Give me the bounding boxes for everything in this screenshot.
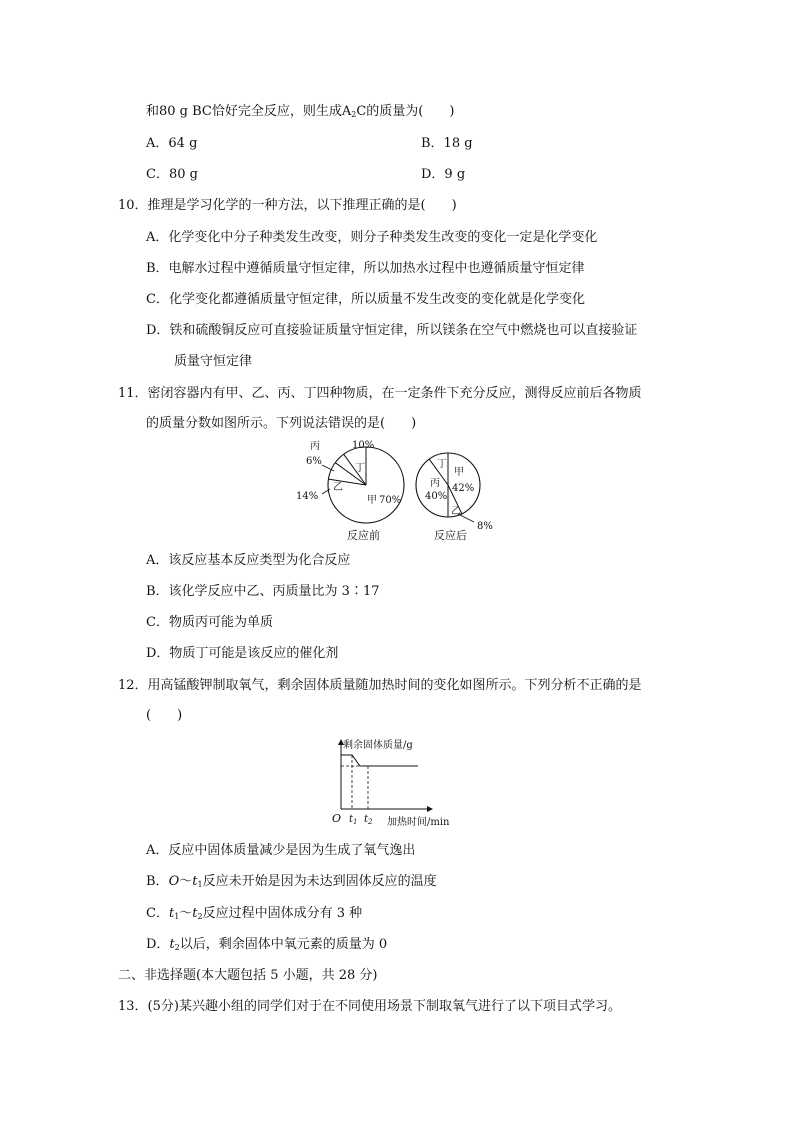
q10-option-a[interactable]: A．化学变化中分子种类发生改变，则分子种类发生改变的变化一定是化学变化 [146,230,598,245]
q12-option-b[interactable]: B．$O\sim t_1$反应未开始是因为未达到固体反应的温度 [146,874,437,889]
q9-stem-line [146,103,454,124]
q12-mass-time-graph [330,734,465,830]
pie-before-yi-pct: 14% [296,491,319,502]
graph-t2: $t_2$ [364,814,373,826]
pie-before-jia-name: 甲 [367,495,377,506]
q11-stem-line2: 的质量分数如图所示。下列说法错误的是( ) [146,416,417,431]
pie-after-jia-pct: 42% [452,483,475,494]
q12-option-a[interactable]: A．反应中固体质量减少是因为生成了氧气逸出 [146,843,416,858]
pie-before-ding-name: 丁 [355,463,365,474]
pie-before-bing-pct: 6% [306,456,322,467]
q11-stem-line1: 11．密闭容器内有甲、乙、丙、丁四种物质，在一定条件下充分反应，测得反应前后各物质 [118,386,642,401]
q9-stem-sub: 2 [351,110,357,119]
pie-after-bing-name: 丙 [430,478,440,489]
pie-after-ding-name: 丁 [437,459,447,470]
q9-stem-post: C的质量为( ) [356,104,455,119]
q12-option-d[interactable]: D．$t_2$以后，剩余固体中氧元素的质量为 0 [146,937,388,952]
q12-stem-line1: 12．用高锰酸钾制取氧气，剩余固体质量随加热时间的变化如图所示。下列分析不正确的是 [118,678,642,693]
q9-stem-pre: 和80 g BC恰好完全反应，则生成A [146,104,352,119]
pie-after-yi-name: 乙 [451,506,461,517]
pie-before-bing-name: 丙 [310,441,320,452]
pie-before-caption: 反应前 [347,529,380,542]
graph-ylabel: 剩余固体质量/g [343,740,413,751]
q11-option-d[interactable]: D．物质丁可能是该反应的催化剂 [146,646,339,661]
q10-option-d[interactable]: D．铁和硫酸铜反应可直接验证质量守恒定律，所以镁条在空气中燃烧也可以直接验证 [146,323,638,338]
pie-before-yi-name: 乙 [333,482,343,493]
q9-option-a[interactable]: A．64 g [146,136,198,151]
q11-option-b[interactable]: B．该化学反应中乙、丙质量比为 3∶17 [146,584,380,599]
q11-option-a[interactable]: A．该反应基本反应类型为化合反应 [146,553,351,568]
graph-mass-curve [341,755,418,766]
pie-before-ding-pct: 10% [352,440,375,451]
graph-origin: O [332,812,342,825]
pie-after-yi-pct: 8% [477,521,493,532]
q10-option-b[interactable]: B．电解水过程中遵循质量守恒定律，所以加热水过程中也遵循质量守恒定律 [146,261,585,276]
q10-option-d-cont: 质量守恒定律 [174,354,253,369]
q11-pie-charts [290,434,505,546]
q10-stem: 10．推理是学习化学的一种方法，以下推理正确的是( ) [118,198,457,213]
pie-before-jia-pct: 70% [379,495,402,506]
pie-after-bing-pct: 40% [425,491,448,502]
pie-after-caption: 反应后 [434,529,467,542]
pie-after-jia-name: 甲 [454,467,464,478]
section-2-heading: 二、非选择题(本大题包括 5 小题，共 28 分) [118,968,378,983]
q12-stem-line2: ( ) [146,708,183,723]
q13-stem: 13．(5分)某兴趣小组的同学们对于在不同使用场景下制取氧气进行了以下项目式学习。 [118,999,621,1014]
q10-option-c[interactable]: C．化学变化都遵循质量守恒定律，所以质量不发生改变的变化就是化学变化 [146,292,585,307]
graph-t1: $t_1$ [349,814,358,826]
q11-option-c[interactable]: C．物质丙可能为单质 [146,615,273,630]
q12-option-c[interactable]: C．$t_1\sim t_2$反应过程中固体成分有 3 种 [146,906,363,921]
q9-option-c[interactable]: C．80 g [146,167,198,182]
q9-option-b[interactable]: B．18 g [421,136,473,151]
graph-xlabel: 加热时间/min [387,817,450,828]
q9-option-d[interactable]: D．9 g [421,167,466,182]
